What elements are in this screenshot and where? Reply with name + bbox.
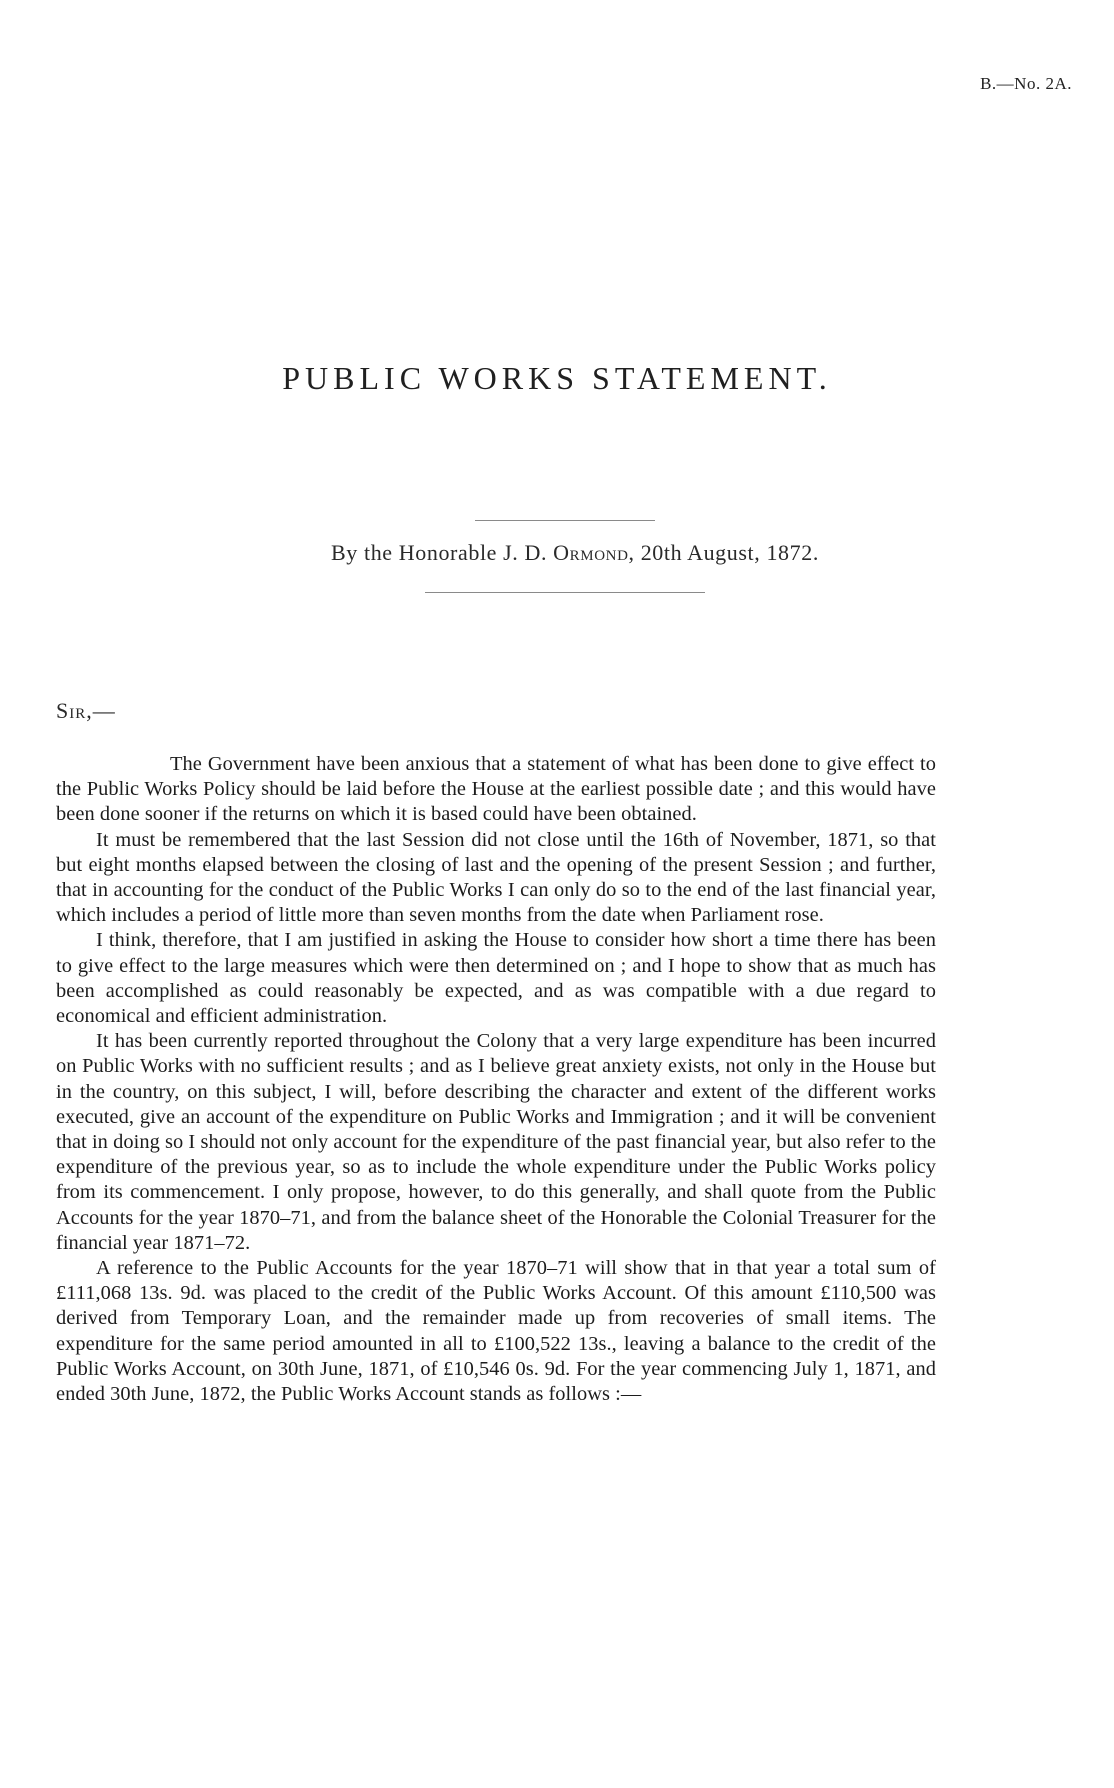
byline-author-name: Ormond — [553, 540, 629, 565]
salutation: Sir,— — [56, 698, 116, 723]
page-reference: B.—No. 2A. — [980, 74, 1072, 93]
paragraph: I think, therefore, that I am justified in asking the House to consider how short a time there has been to give effect to the large measures which were then determined on ; and I hope to show that as much has been accomplished as could reasonably be expected, and as was compatible with a due regard to economical and efficient administration. — [56, 929, 936, 1028]
byline-date: , 20th August, 1872. — [628, 540, 819, 565]
paragraph: A reference to the Public Accounts for the year 1870–71 will show that in that year a total sum of £111,068 13s. 9d. was placed to the credit of the Public Works Account. Of this amount £110,500 was derived from Temporary Loan, and the remainder made up from recoveries of small items. The expenditure for the same period amounted in all to £100,522 13s., leaving a balance to the credit of the Public Works Account, on 30th June, 1871, of £10,546 0s. 9d. For the year commencing July 1, 1871, and ended 30th June, 1872, the Public Works Account stands as follows :— — [56, 1257, 936, 1406]
divider-bottom — [425, 592, 705, 593]
body-text — [56, 752, 936, 1407]
document-title: PUBLIC WORKS STATEMENT. — [282, 360, 832, 396]
paragraph: The Government have been anxious that a statement of what has been done to give effect to the Public Works Policy should be laid before the House at the earliest possible date ; and this would have been done sooner if the returns on which it is based could have been obtained. — [56, 753, 936, 826]
byline-prefix: By the Honorable J. D. — [331, 540, 554, 565]
paragraph: It must be remembered that the last Session did not close until the 16th of November, 1871, so that but eight months elapsed between the closing of last and the opening of the present Session ; and further, that in accounting for the conduct of the Public Works I can only do so to the end of the last financial year, which includes a period of little more than seven months from the date when Parliament rose. — [56, 828, 936, 927]
byline — [0, 540, 1114, 566]
divider-top — [475, 520, 655, 521]
paragraph: It has been currently reported throughout the Colony that a very large expenditure has been incurred on Public Works with no sufficient results ; and as I believe great anxiety exists, not only in the House but in the country, on this subject, I will, before describing the character and extent of the different works executed, give an account of the expenditure on Public Works and Immigration ; and it will be convenient that in doing so I should not only account for the expenditure of the past financial year, but also refer to the expenditure of the previous year, so as to include the whole expenditure under the Public Works policy from its commencement. I only propose, however, to do this generally, and shall quote from the Public Accounts for the year 1870–71, and from the balance sheet of the Honorable the Colonial Treasurer for the financial year 1871–72. — [56, 1030, 936, 1254]
